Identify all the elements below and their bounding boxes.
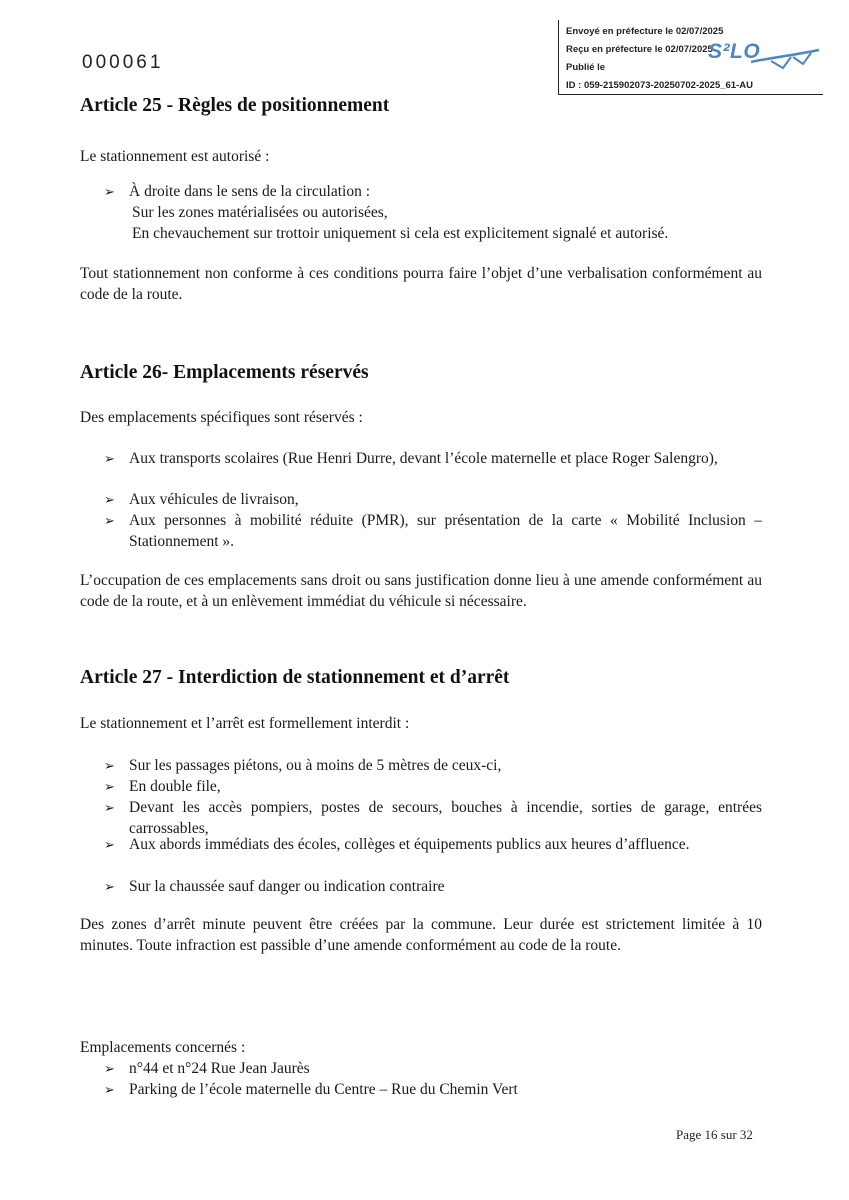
list-item xyxy=(104,755,762,776)
article-27-title: Article 27 - Interdiction de stationnement et d’arrêt xyxy=(80,667,510,688)
bullet-text: Devant les accès pompiers, postes de secours, bouches à incendie, sorties de garage, entrées carrossables, xyxy=(129,799,762,837)
article-25-paragraph: Tout stationnement non conforme à ces conditions pourra faire l’objet d’une verbalisation conformément au code de la route. xyxy=(80,265,762,303)
bullet-text: Aux personnes à mobilité réduite (PMR), sur présentation de la carte « Mobilité Inclusion – Stationnement ». xyxy=(129,512,762,550)
arrow-bullet-icon: ➢ xyxy=(104,513,115,528)
prefecture-stamp xyxy=(558,20,823,95)
locations-label: Emplacements concernés : xyxy=(80,1039,246,1056)
s2lo-logo: S²LO xyxy=(708,40,761,63)
list-item xyxy=(104,776,762,797)
list-item xyxy=(104,181,762,202)
bullet-text: Sur les passages piétons, ou à moins de 5 mètres de ceux-ci, xyxy=(129,757,502,774)
stamp-received: Reçu en préfecture le 02/07/2025 xyxy=(566,44,713,55)
stamp-published: Publié le xyxy=(566,62,606,73)
list-item xyxy=(104,489,762,510)
list-item xyxy=(104,1079,762,1100)
arrow-bullet-icon: ➢ xyxy=(104,184,115,199)
article-25-title: Article 25 - Règles de positionnement xyxy=(80,95,390,116)
bullet-text: Aux abords immédiats des écoles, collèges et équipements publics aux heures d’affluence. xyxy=(129,836,690,853)
list-item xyxy=(104,510,762,552)
bullet-text: Aux transports scolaires (Rue Henri Durre, devant l’école maternelle et place Roger Salengro), xyxy=(129,450,718,467)
article-25-sub-item-2: En chevauchement sur trottoir uniquement si cela est explicitement signalé et autorisé. xyxy=(132,225,669,242)
article-27-paragraph: Des zones d’arrêt minute peuvent être créées par la commune. Leur durée est strictement limitée à 10 minutes. Toute infraction est passible d’une amende conformément au code de la route. xyxy=(80,916,762,954)
article-27-intro: Le stationnement et l’arrêt est formellement interdit : xyxy=(80,715,410,732)
page-footer: Page 16 sur 32 xyxy=(676,1127,753,1142)
bullet-text: Parking de l’école maternelle du Centre – Rue du Chemin Vert xyxy=(129,1081,518,1098)
list-item xyxy=(104,876,762,897)
arrow-bullet-icon: ➢ xyxy=(104,758,115,773)
logo-wing-icon xyxy=(749,48,823,70)
bullet-text: Sur la chaussée sauf danger ou indication contraire xyxy=(129,878,445,895)
handwritten-page-number: 000061 xyxy=(82,52,164,73)
article-26-title: Article 26- Emplacements réservés xyxy=(80,362,369,383)
bullet-text: n°44 et n°24 Rue Jean Jaurès xyxy=(129,1060,310,1077)
arrow-bullet-icon: ➢ xyxy=(104,800,115,815)
arrow-bullet-icon: ➢ xyxy=(104,1082,115,1097)
list-item xyxy=(104,834,762,855)
arrow-bullet-icon: ➢ xyxy=(104,837,115,852)
arrow-bullet-icon: ➢ xyxy=(104,1061,115,1076)
arrow-bullet-icon: ➢ xyxy=(104,779,115,794)
article-26-intro: Des emplacements spécifiques sont réservés : xyxy=(80,409,363,426)
arrow-bullet-icon: ➢ xyxy=(104,879,115,894)
bullet-text: À droite dans le sens de la circulation : xyxy=(129,183,371,200)
stamp-id: ID : 059-215902073-20250702-2025_61-AU xyxy=(566,80,753,91)
list-item xyxy=(104,797,762,839)
list-item xyxy=(104,448,762,469)
bullet-text: Aux véhicules de livraison, xyxy=(129,491,299,508)
list-item xyxy=(104,1058,762,1079)
bullet-text: En double file, xyxy=(129,778,221,795)
article-25-intro: Le stationnement est autorisé : xyxy=(80,148,270,165)
article-26-paragraph: L’occupation de ces emplacements sans droit ou sans justification donne lieu à une amende conformément au code de la route, et à un enlèvement immédiat du véhicule si nécessaire. xyxy=(80,572,762,610)
arrow-bullet-icon: ➢ xyxy=(104,451,115,466)
arrow-bullet-icon: ➢ xyxy=(104,492,115,507)
stamp-sent: Envoyé en préfecture le 02/07/2025 xyxy=(566,26,724,37)
article-25-sub-item-1: Sur les zones matérialisées ou autorisées, xyxy=(132,204,388,221)
